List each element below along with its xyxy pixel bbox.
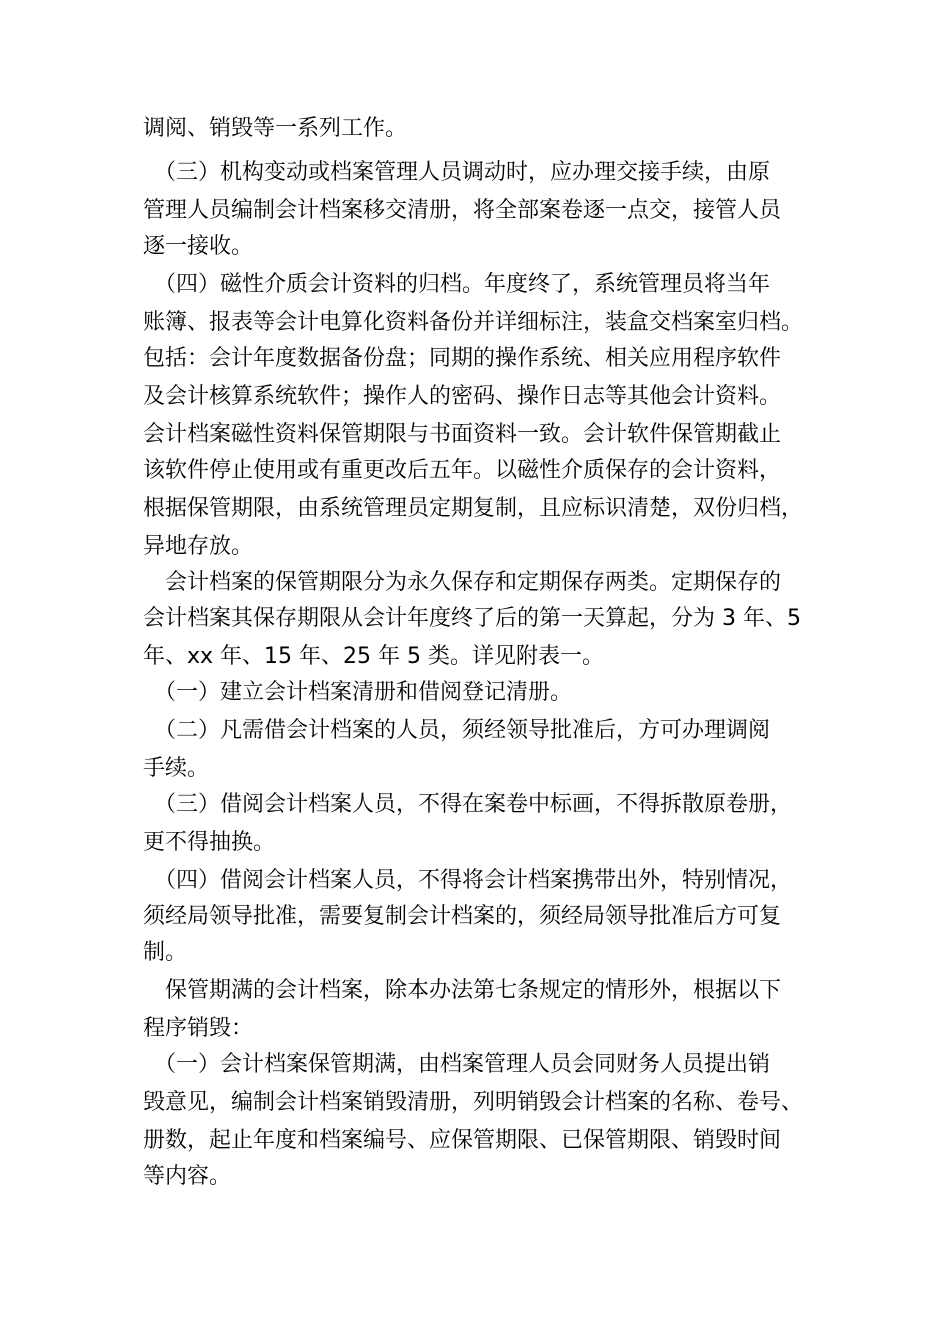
text-line: （一）建立会计档案清册和借阅登记清册。: [143, 680, 573, 705]
text-line: （一）会计档案保管期满，由档案管理人员会同财务人员提出销: [143, 1052, 771, 1077]
text-line: 逐一接收。: [143, 234, 254, 259]
text-line: 制。: [143, 940, 188, 965]
text-line: 管理人员编制会计档案移交清册，将全部案卷逐一点交，接管人员: [143, 198, 782, 223]
text-line: 包括：会计年度数据备份盘；同期的操作系统、相关应用程序软件: [143, 346, 782, 371]
text-line: 会计档案的保管期限分为永久保存和定期保存两类。定期保存的: [143, 570, 782, 595]
text-line: 异地存放。: [143, 534, 254, 559]
text-line: （三）借阅会计档案人员，不得在案卷中标画，不得拆散原卷册，: [143, 792, 793, 817]
text-line: 账簿、报表等会计电算化资料备份并详细标注，装盒交档案室归档。: [143, 310, 804, 335]
text-line: 等内容。: [143, 1164, 232, 1189]
text-line: （二）凡需借会计档案的人员，须经领导批准后，方可办理调阅: [143, 718, 771, 743]
text-line: 会计档案磁性资料保管期限与书面资料一致。会计软件保管期截止: [143, 422, 782, 447]
text-line: 毁意见，编制会计档案销毁清册，列明销毁会计档案的名称、卷号、: [143, 1090, 804, 1115]
text-line: 调阅、销毁等一系列工作。: [143, 116, 408, 141]
text-line: 保管期满的会计档案，除本办法第七条规定的情形外，根据以下: [143, 978, 782, 1003]
text-line: 会计档案其保存期限从会计年度终了后的第一天算起，分为 3 年、5: [143, 606, 801, 631]
text-line: （四）借阅会计档案人员，不得将会计档案携带出外，特别情况，: [143, 868, 793, 893]
text-line: 程序销毁：: [143, 1016, 254, 1041]
text-line: 该软件停止使用或有重更改后五年。以磁性介质保存的会计资料，: [143, 458, 782, 483]
text-line: 册数，起止年度和档案编号、应保管期限、已保管期限、销毁时间: [143, 1128, 782, 1153]
text-line: 手续。: [143, 756, 210, 781]
text-line: （三）机构变动或档案管理人员调动时，应办理交接手续，由原: [143, 160, 771, 185]
text-line: 及会计核算系统软件；操作人的密码、操作日志等其他会计资料。: [143, 384, 782, 409]
text-line: （四）磁性介质会计资料的归档。年度终了，系统管理员将当年: [143, 272, 771, 297]
text-line: 根据保管期限，由系统管理员定期复制，且应标识清楚，双份归档，: [143, 496, 804, 521]
text-line: 更不得抽换。: [143, 830, 276, 855]
text-line: 须经局领导批准，需要复制会计档案的，须经局领导批准后方可复: [143, 904, 782, 929]
text-line: 年、xx 年、15 年、25 年 5 类。详见附表一。: [143, 644, 604, 669]
